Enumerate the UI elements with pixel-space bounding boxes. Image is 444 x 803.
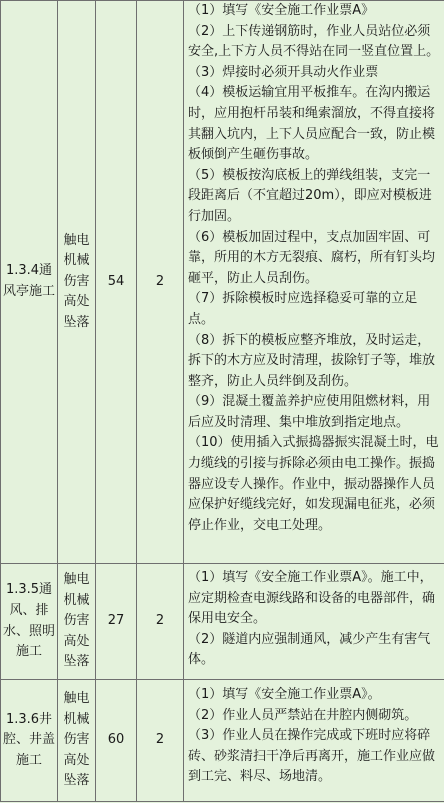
item-cell: 1.3.4通风亭施工 bbox=[1, 1, 58, 564]
measure-item: （9）混凝土覆盖养护应使用阻燃材料，用后应及时清理、集中堆放到指定地点。 bbox=[188, 394, 431, 430]
measure-item: （2）隧道内应强制通风，减少产生有害气体。 bbox=[188, 631, 431, 668]
measure-item: （6）模板加固过程中，支点加固牢固、可靠，所用的木方无裂痕、腐朽，所有钉头均砸平，防止人员刮伤。 bbox=[188, 229, 436, 286]
measures-cell bbox=[184, 1, 444, 564]
measure-item: （1）填写《安全施工作业票A》。 bbox=[188, 687, 381, 702]
item-cell: 1.3.5通风、排水、照明施工 bbox=[1, 564, 58, 680]
hazard-line: 高处 bbox=[63, 752, 90, 768]
measures-cell bbox=[184, 680, 444, 802]
measure-item: （1）填写《安全施工作业票A》 bbox=[188, 3, 375, 18]
table-row bbox=[1, 564, 444, 680]
hazard-line: 机械 bbox=[63, 253, 90, 269]
count-cell: 54 bbox=[96, 1, 137, 564]
table-row bbox=[1, 1, 444, 564]
hazard-cell bbox=[58, 1, 96, 564]
hazard-line: 高处 bbox=[63, 633, 90, 649]
measure-item: （3）作业人员在操作完成或下班时应将碎砖、砂浆清扫干净后再离开，施工作业应做到工完、料尽、场地清。 bbox=[188, 728, 436, 785]
hazard-line: 高处 bbox=[63, 294, 90, 310]
hazard-line: 触电 bbox=[63, 232, 90, 248]
level-cell: 2 bbox=[137, 564, 184, 680]
measure-item: （4）模板运输宜用平板推车。在沟内搬运时，应用抱杆吊装和绳索溜放，不得直接将其翻入坑内，上下人员应配合一致，防止模板倾倒产生砸伤事故。 bbox=[188, 85, 436, 163]
hazard-line: 机械 bbox=[63, 592, 90, 608]
hazard-line: 伤害 bbox=[63, 613, 90, 629]
hazard-line: 坠落 bbox=[63, 773, 90, 789]
hazard-cell bbox=[58, 680, 96, 802]
count-cell: 27 bbox=[96, 564, 137, 680]
measure-item: （1）填写《安全施工作业票A》。施工中，应定期检查电源线路和设备的电器部件，确保用电安全。 bbox=[188, 570, 436, 627]
measures-cell bbox=[184, 564, 444, 680]
hazard-line: 坠落 bbox=[63, 654, 90, 670]
level-cell: 2 bbox=[137, 1, 184, 564]
hazard-line: 机械 bbox=[63, 711, 90, 727]
measure-item: （2）上下传递钢筋时，作业人员站位必须安全,上下方人员不得站在同一竖直位置上。 bbox=[188, 23, 440, 60]
hazard-cell bbox=[58, 564, 96, 680]
level-cell: 2 bbox=[137, 680, 184, 802]
item-cell: 1.3.6井腔、井盖施工 bbox=[1, 680, 58, 802]
measure-item: （2）作业人员严禁站在井腔内侧砌筑。 bbox=[188, 707, 418, 723]
hazard-line: 坠落 bbox=[63, 314, 90, 330]
measure-item: （8）拆下的模板应整齐堆放，及时运走，拆下的木方应及时清理，拔除钉子等，堆放整齐，防止人员绊倒及刮伤。 bbox=[188, 332, 436, 389]
measure-item: （10）使用插入式振捣器振实混凝土时，电力缆线的引接与拆除必须由电工操作。振捣器应设专人操作。作业中，振动器操作人员应保护好缆线完好，如发现漏电征兆，必须停止作业，交电工处理。 bbox=[188, 435, 439, 533]
table-row bbox=[1, 680, 444, 802]
hazard-line: 伤害 bbox=[63, 273, 90, 289]
hazard-line: 触电 bbox=[63, 691, 90, 707]
count-cell: 60 bbox=[96, 680, 137, 802]
hazard-line: 触电 bbox=[63, 572, 90, 588]
measure-item: （3）焊接时必须开具动火作业票 bbox=[188, 64, 379, 80]
measure-item: （5）模板按沟底板上的弹线组装，支完一段距离后（不宜超过20m），即应对模板进行加固。 bbox=[188, 167, 432, 224]
hazard-line: 伤害 bbox=[63, 732, 90, 748]
measure-item: （7）拆除模板时应选择稳妥可靠的立足点。 bbox=[188, 291, 418, 327]
